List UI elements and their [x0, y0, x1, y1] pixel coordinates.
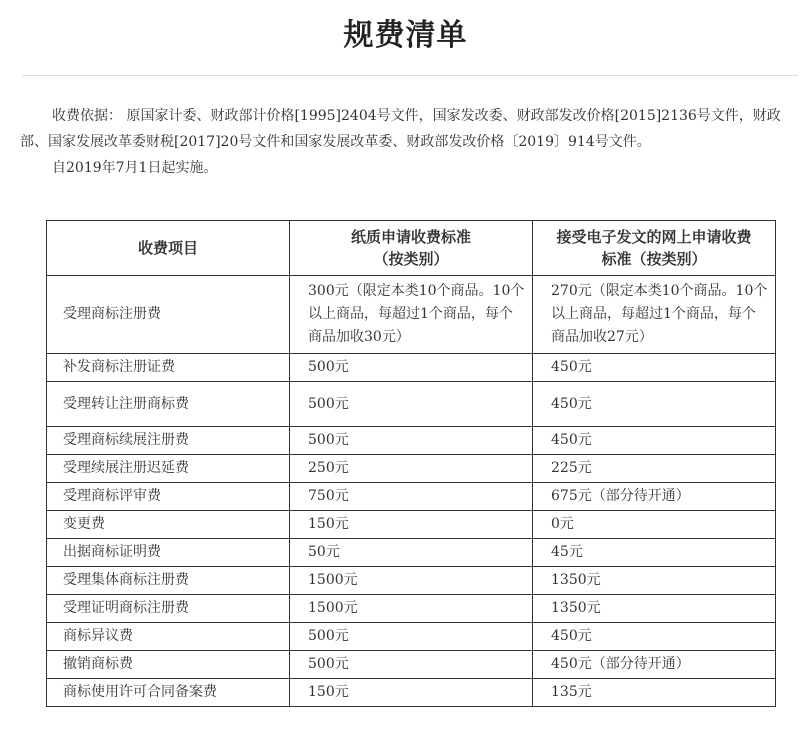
header-paper-fee-text: 纸质申请收费标准（按类别）: [350, 228, 471, 268]
header-online-fee: [533, 221, 776, 276]
table-row: [47, 651, 776, 679]
fee-table: [46, 220, 776, 707]
page-title: 规费清单: [343, 18, 468, 53]
table-row: [47, 354, 776, 382]
online-fee-cell: 450元: [533, 354, 776, 382]
table-row: [47, 455, 776, 483]
online-fee-cell: 450元（部分待开通）: [533, 651, 776, 679]
table-row: [47, 567, 776, 595]
online-fee-cell: 450元: [533, 623, 776, 651]
paper-fee-cell: 500元: [290, 354, 533, 382]
table-row: [47, 427, 776, 455]
header-online-fee-text: 接受电子发文的网上申请收费标准（按类别）: [556, 228, 752, 268]
online-fee-cell: 225元: [533, 455, 776, 483]
online-fee-cell: 450元: [533, 427, 776, 455]
paper-fee-cell: 750元: [290, 483, 533, 511]
online-fee-cell: 0元: [533, 511, 776, 539]
paper-fee-cell: 500元: [290, 427, 533, 455]
table-row: [47, 511, 776, 539]
paper-fee-cell: 250元: [290, 455, 533, 483]
table-row: [47, 382, 776, 427]
table-row: [47, 539, 776, 567]
paper-fee-cell: 500元: [290, 651, 533, 679]
online-fee-cell: 135元: [533, 679, 776, 707]
paper-fee-cell: 1500元: [290, 595, 533, 623]
fee-item-cell: 受理续展注册迟延费: [47, 455, 290, 483]
paper-fee-cell: 500元: [290, 623, 533, 651]
title-divider: [22, 75, 798, 76]
fee-item-cell: 受理商标注册费: [47, 276, 290, 354]
online-fee-cell: 1350元: [533, 595, 776, 623]
paper-fee-cell: 150元: [290, 511, 533, 539]
fee-item-cell: 受理商标续展注册费: [47, 427, 290, 455]
fee-basis-section: [20, 103, 802, 181]
paper-fee-cell: 300元（限定本类10个商品。10个以上商品，每超过1个商品，每个商品加收30元）: [290, 276, 533, 354]
table-row: [47, 679, 776, 707]
online-fee-cell: 1350元: [533, 567, 776, 595]
fee-item-cell: 受理转让注册商标费: [47, 382, 290, 427]
table-row: [47, 276, 776, 354]
fee-basis-text: 收费依据： 原国家计委、财政部计价格[1995]2404号文件，国家发改委、财政部发改价格[2015]2136号文件，财政部、国家发展改革委财税[2017]20号文件和国家发展改革委、财政部发改价格〔2019〕914号文件。: [20, 108, 781, 150]
fee-item-cell: 变更费: [47, 511, 290, 539]
online-fee-cell: 450元: [533, 382, 776, 427]
online-fee-cell: 675元（部分待开通）: [533, 483, 776, 511]
online-fee-cell: 270元（限定本类10个商品。10个以上商品，每超过1个商品，每个商品加收27元）: [533, 276, 776, 354]
fee-item-cell: 撤销商标费: [47, 651, 290, 679]
fee-item-cell: 商标使用许可合同备案费: [47, 679, 290, 707]
table-row: [47, 595, 776, 623]
fee-item-cell: 出据商标证明费: [47, 539, 290, 567]
effective-date-text: 自2019年7月1日起实施。: [52, 160, 218, 176]
fee-item-cell: 受理商标评审费: [47, 483, 290, 511]
fee-item-cell: 受理集体商标注册费: [47, 567, 290, 595]
fee-item-cell: 商标异议费: [47, 623, 290, 651]
paper-fee-cell: 1500元: [290, 567, 533, 595]
online-fee-cell: 45元: [533, 539, 776, 567]
header-paper-fee: [290, 221, 533, 276]
table-row: [47, 483, 776, 511]
paper-fee-cell: 50元: [290, 539, 533, 567]
paper-fee-cell: 150元: [290, 679, 533, 707]
table-row: [47, 623, 776, 651]
header-fee-item: 收费项目: [47, 221, 290, 276]
fee-table-header-row: [47, 221, 776, 276]
fee-item-cell: 补发商标注册证费: [47, 354, 290, 382]
paper-fee-cell: 500元: [290, 382, 533, 427]
fee-item-cell: 受理证明商标注册费: [47, 595, 290, 623]
